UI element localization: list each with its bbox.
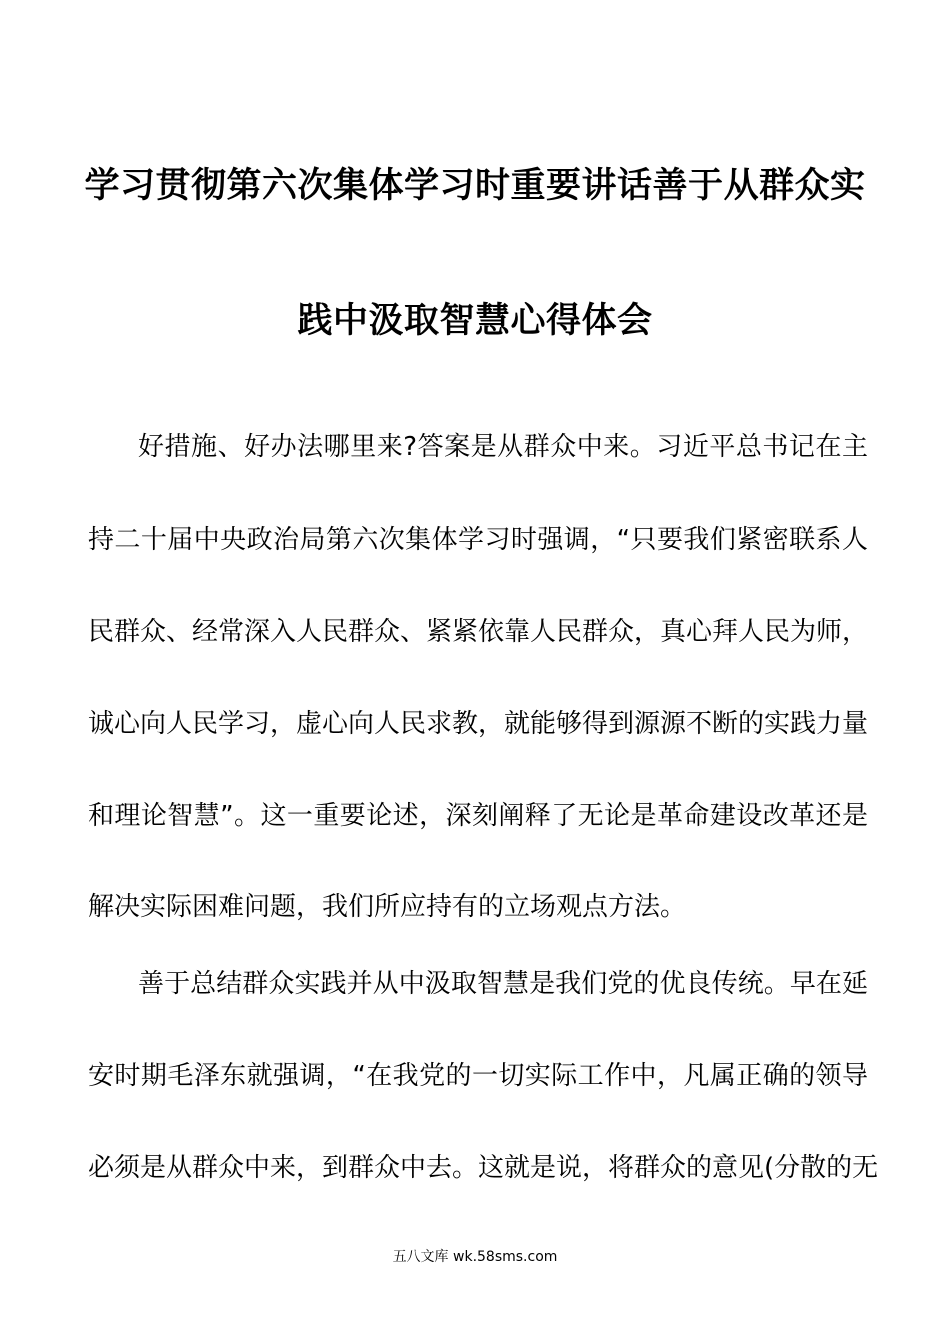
paragraph-line: 和理论智慧”。这一重要论述，深刻阐释了无论是革命建设改革还是 [88, 801, 868, 831]
paragraph-line: 解决实际困难问题，我们所应持有的立场观点方法。 [88, 892, 687, 922]
paragraph-line: 民群众、经常深入人民群众、紧紧依靠人民群众，真心拜人民为师， [88, 617, 869, 647]
paragraph-line: 安时期毛泽东就强调，“在我党的一切实际工作中，凡属正确的领导 [88, 1061, 868, 1091]
document-title-line-1: 学习贯彻第六次集体学习时重要讲话善于从群众实 [84, 166, 866, 206]
paragraph-line: 持二十届中央政治局第六次集体学习时强调，“只要我们紧密联系人 [88, 525, 868, 555]
footer-watermark: 五八文库 wk.58sms.com [392, 1249, 558, 1265]
paragraph-line: 善于总结群众实践并从中汲取智慧是我们党的优良传统。早在延 [138, 969, 868, 999]
paragraph-line: 诚心向人民学习，虚心向人民求教，就能够得到源源不断的实践力量 [88, 709, 869, 739]
paragraph-line: 必须是从群众中来，到群众中去。这就是说，将群众的意见(分散的无 [88, 1153, 879, 1183]
paragraph-line: 好措施、好办法哪里来?答案是从群众中来。习近平总书记在主 [138, 432, 868, 462]
document-title-line-2: 践中汲取智慧心得体会 [297, 301, 653, 341]
